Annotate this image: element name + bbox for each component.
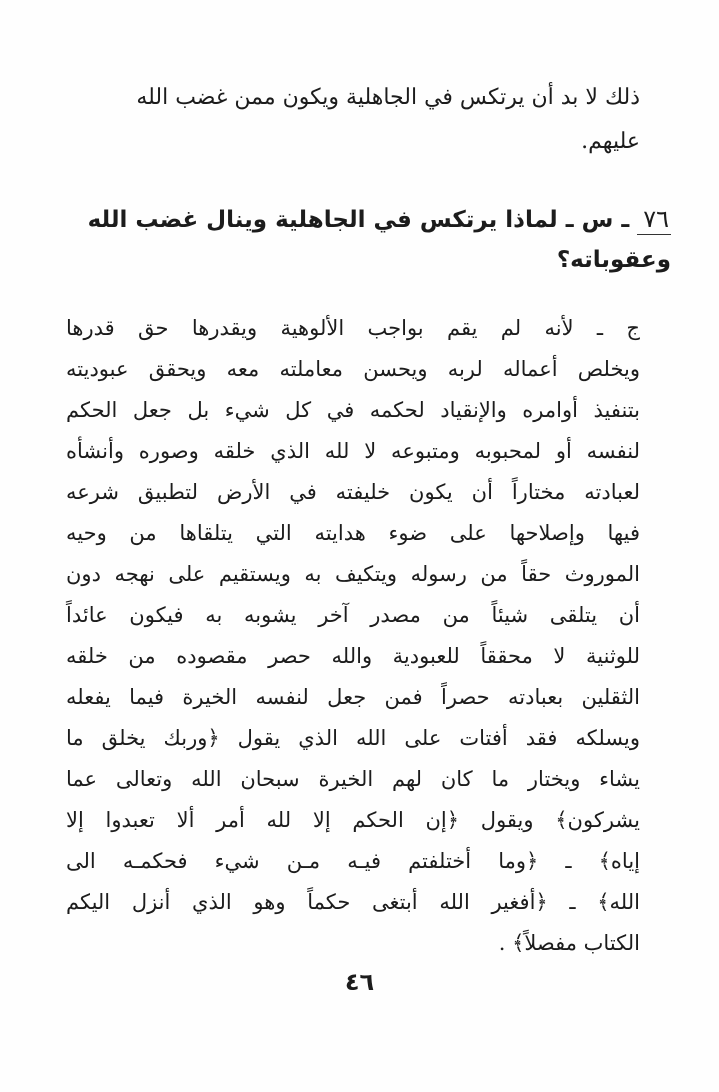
page-number: ٤٦: [344, 968, 375, 996]
intro-line: ذلك لا بد أن يرتكس في الجاهلية ويكون ممن غضب الله: [136, 85, 640, 110]
answer-line: أن يتلقى شيئاً من مصدر آخر يشوبه به فيكون عائداً: [66, 603, 640, 627]
answer-line: يشركون﴾ ويقول ﴿إن الحكم إلا لله أمر ألا تعبدوا إلا: [66, 808, 640, 832]
answer-paragraph: [66, 308, 640, 964]
answer-line: بتنفيذ أوامره والإنقياد لحكمه في كل شيء بل جعل الحكم: [66, 398, 640, 422]
answer-line: ج ـ لأنه لم يقم بواجب الألوهية ويقدرها حق قدرها: [66, 316, 640, 340]
question-dash: ـ: [557, 207, 582, 233]
answer-line: ويسلكه فقد أفتات على الله الذي يقول ﴿وربك يخلق ما: [66, 726, 640, 750]
question-label: س: [581, 207, 614, 233]
answer-line: فيها وإصلاحها على ضوء هدايته التي يتلقاها من وحيه: [66, 521, 640, 545]
answer-line: للوثنية لا محققاً للعبودية والله حصر مقصوده من خلقه: [66, 644, 640, 668]
answer-line: الثقلين بعبادته حصراً فمن جعل لنفسه الخيرة فيما يفعله: [66, 685, 640, 709]
answer-line: ويخلص أعماله لربه ويحسن معاملته معه ويحقق عبوديته: [66, 357, 640, 381]
intro-line: عليهم.: [581, 129, 640, 154]
answer-line: الكتاب مفصلاً﴾ .: [498, 931, 640, 955]
answer-line: يشاء ويختار ما كان لهم الخيرة سبحان الله وتعالى عما: [66, 767, 640, 791]
answer-line: الموروث حقاً من رسوله ويتكيف به ويستقيم على نهجه دون: [66, 562, 640, 586]
question-text: لماذا يرتكس في الجاهلية وينال غضب الله وعقوباته؟: [87, 207, 671, 273]
intro-paragraph: [66, 76, 640, 164]
question-heading: [66, 200, 671, 280]
question-number: ٧٦: [637, 204, 671, 235]
answer-line: إياه﴾ ـ ﴿وما أختلفتم فيـه مـن شيء فحكمـه الى: [66, 849, 640, 873]
answer-line: لعبادته مختاراً أن يكون خليفته في الأرض لتطبيق شرعه: [66, 480, 640, 504]
question-dash: ـ: [613, 207, 638, 233]
answer-line: لنفسه أو لمحبوبه ومتبوعه لا لله الذي خلقه وصوره وأنشأه: [66, 439, 640, 463]
answer-line: الله﴾ ـ ﴿أفغير الله أبتغى حكماً وهو الذي أنزل اليكم: [66, 890, 640, 914]
